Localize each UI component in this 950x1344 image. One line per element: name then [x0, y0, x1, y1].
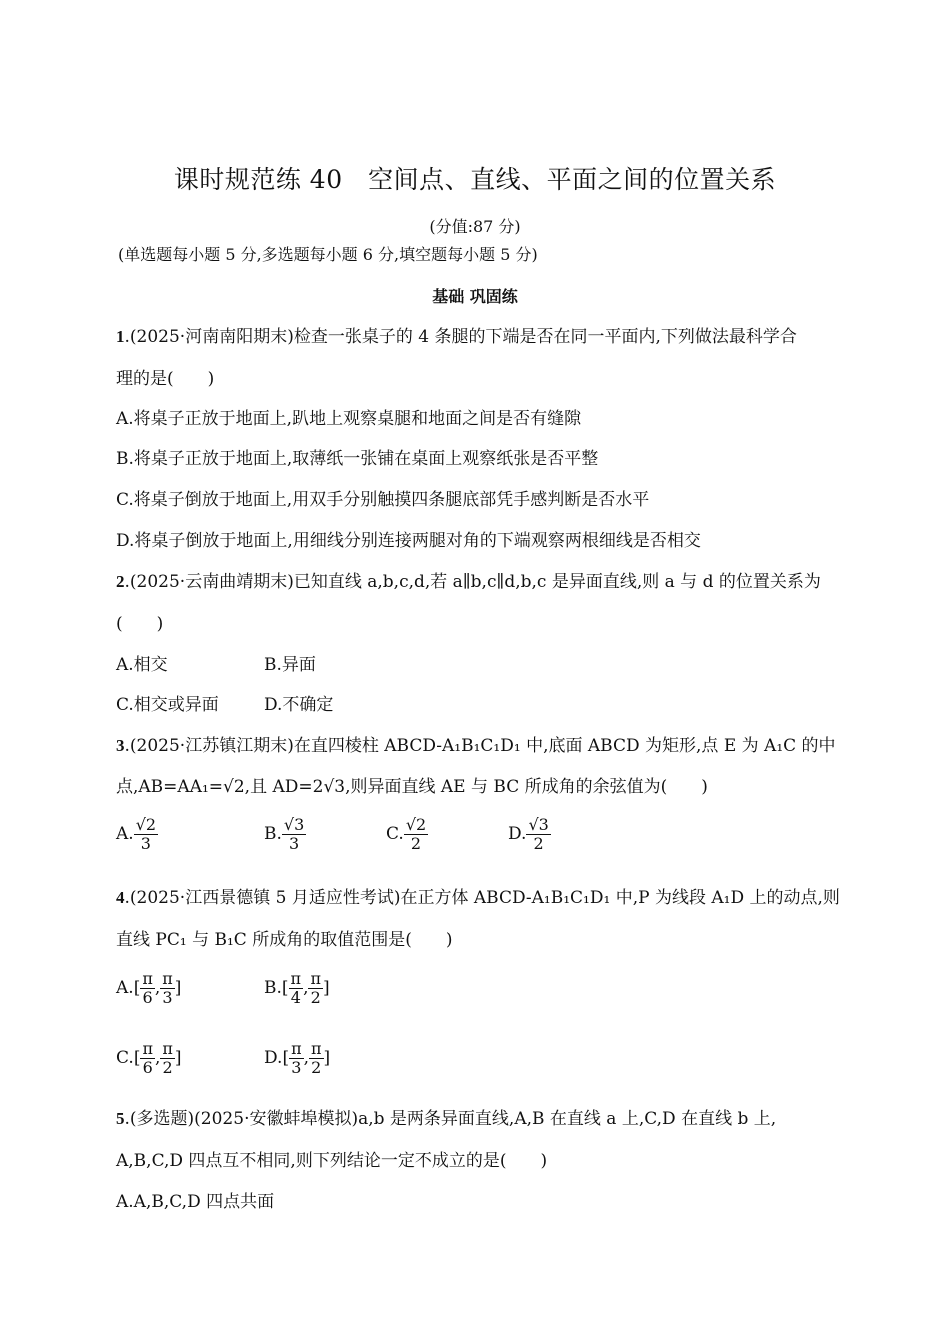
question-2-option-a: A.相交: [116, 655, 168, 675]
fraction: $\frac{\pi}{3}$: [291, 1039, 302, 1077]
question-3-number: 3: [116, 736, 125, 755]
question-2-number: 2: [116, 572, 125, 591]
question-1-option-d: D.将桌子倒放于地面上,用细线分别连接两腿对角的下端观察两根细线是否相交: [116, 531, 701, 551]
question-4-option-d: D.[ $\frac{\pi}{3}$ , $\frac{\pi}{2}$ ]: [264, 1039, 331, 1077]
fraction: $\frac{√2}{3}$: [135, 815, 157, 853]
question-5-line-1: 5.(多选题)(2025·安徽蚌埠模拟)a,b 是两条异面直线,A,B 在直线 a 上,C,D 在直线 b 上,: [116, 1109, 777, 1129]
fraction: $\frac{√3}{2}$: [528, 815, 549, 853]
question-4-option-a: A.[ $\frac{\pi}{6}$ , $\frac{\pi}{3}$ ]: [116, 969, 182, 1007]
fraction: $\frac{√2}{2}$: [405, 815, 427, 853]
question-4-line-2: 直线 PC₁ 与 B₁C 所成角的取值范围是( ): [116, 930, 453, 950]
question-3-option-d: D. $\frac{√3}{2}$: [508, 815, 549, 853]
question-1-option-b: B.将桌子正放于地面上,取薄纸一张铺在桌面上观察纸张是否平整: [116, 449, 599, 469]
fraction: $\frac{\pi}{6}$: [142, 1039, 153, 1077]
question-3-line-2: 点,AB=AA₁=√2,且 AD=2√3,则异面直线 AE 与 BC 所成角的余弦值为( ): [116, 777, 708, 797]
question-2-option-c: C.相交或异面: [116, 695, 219, 715]
score-total: (分值:87 分): [429, 217, 521, 236]
fraction: $\frac{\pi}{2}$: [162, 1039, 173, 1077]
page-title: 课时规范练 40 空间点、直线、平面之间的位置关系: [173, 165, 777, 194]
question-2-option-d: D.不确定: [264, 695, 334, 715]
question-2-option-b: B.异面: [264, 655, 316, 675]
question-3-line-1: 3.(2025·江苏镇江期末)在直四棱柱 ABCD-A₁B₁C₁D₁ 中,底面 ABCD 为矩形,点 E 为 A₁C 的中: [116, 736, 836, 756]
section-heading: 基础 巩固练: [432, 287, 518, 306]
question-3-option-b: B. $\frac{√3}{3}$: [264, 815, 305, 853]
question-3-option-a: A. $\frac{√2}{3}$: [116, 815, 157, 853]
question-3-option-c: C. $\frac{√2}{2}$: [386, 815, 427, 853]
question-5-number: 5: [116, 1109, 125, 1128]
fraction: $\frac{\pi}{6}$: [142, 969, 153, 1007]
question-2-line-1: 2.(2025·云南曲靖期末)已知直线 a,b,c,d,若 a∥b,c∥d,b,c 是异面直线,则 a 与 d 的位置关系为: [116, 572, 821, 592]
question-1-line-1: 1.(2025·河南南阳期末)检查一张桌子的 4 条腿的下端是否在同一平面内,下列做法最科学合: [116, 327, 797, 347]
question-4-option-c: C.[ $\frac{\pi}{6}$ , $\frac{\pi}{2}$ ]: [116, 1039, 182, 1077]
question-4-line-1: 4.(2025·江西景德镇 5 月适应性考试)在正方体 ABCD-A₁B₁C₁D₁ 中,P 为线段 A₁D 上的动点,则: [116, 888, 840, 908]
question-5-line-2: A,B,C,D 四点互不相同,则下列结论一定不成立的是( ): [116, 1151, 548, 1171]
question-1-option-a: A.将桌子正放于地面上,趴地上观察桌腿和地面之间是否有缝隙: [116, 409, 582, 429]
question-4-option-b: B.[ $\frac{\pi}{4}$ , $\frac{\pi}{2}$ ]: [264, 969, 330, 1007]
question-4-number: 4: [116, 888, 125, 907]
question-1-number: 1: [116, 327, 125, 346]
question-2-line-2: ( ): [116, 614, 164, 634]
fraction: $\frac{√3}{3}$: [283, 815, 305, 853]
question-1-option-c: C.将桌子倒放于地面上,用双手分别触摸四条腿底部凭手感判断是否水平: [116, 490, 650, 510]
question-5-option-a: A.A,B,C,D 四点共面: [116, 1192, 275, 1212]
fraction: $\frac{\pi}{2}$: [311, 1039, 322, 1077]
fraction: $\frac{\pi}{3}$: [162, 969, 173, 1007]
fraction: $\frac{\pi}{4}$: [290, 969, 302, 1007]
question-1-line-2: 理的是( ): [116, 369, 215, 389]
fraction: $\frac{\pi}{2}$: [310, 969, 321, 1007]
score-rule: (单选题每小题 5 分,多选题每小题 6 分,填空题每小题 5 分): [118, 245, 538, 264]
